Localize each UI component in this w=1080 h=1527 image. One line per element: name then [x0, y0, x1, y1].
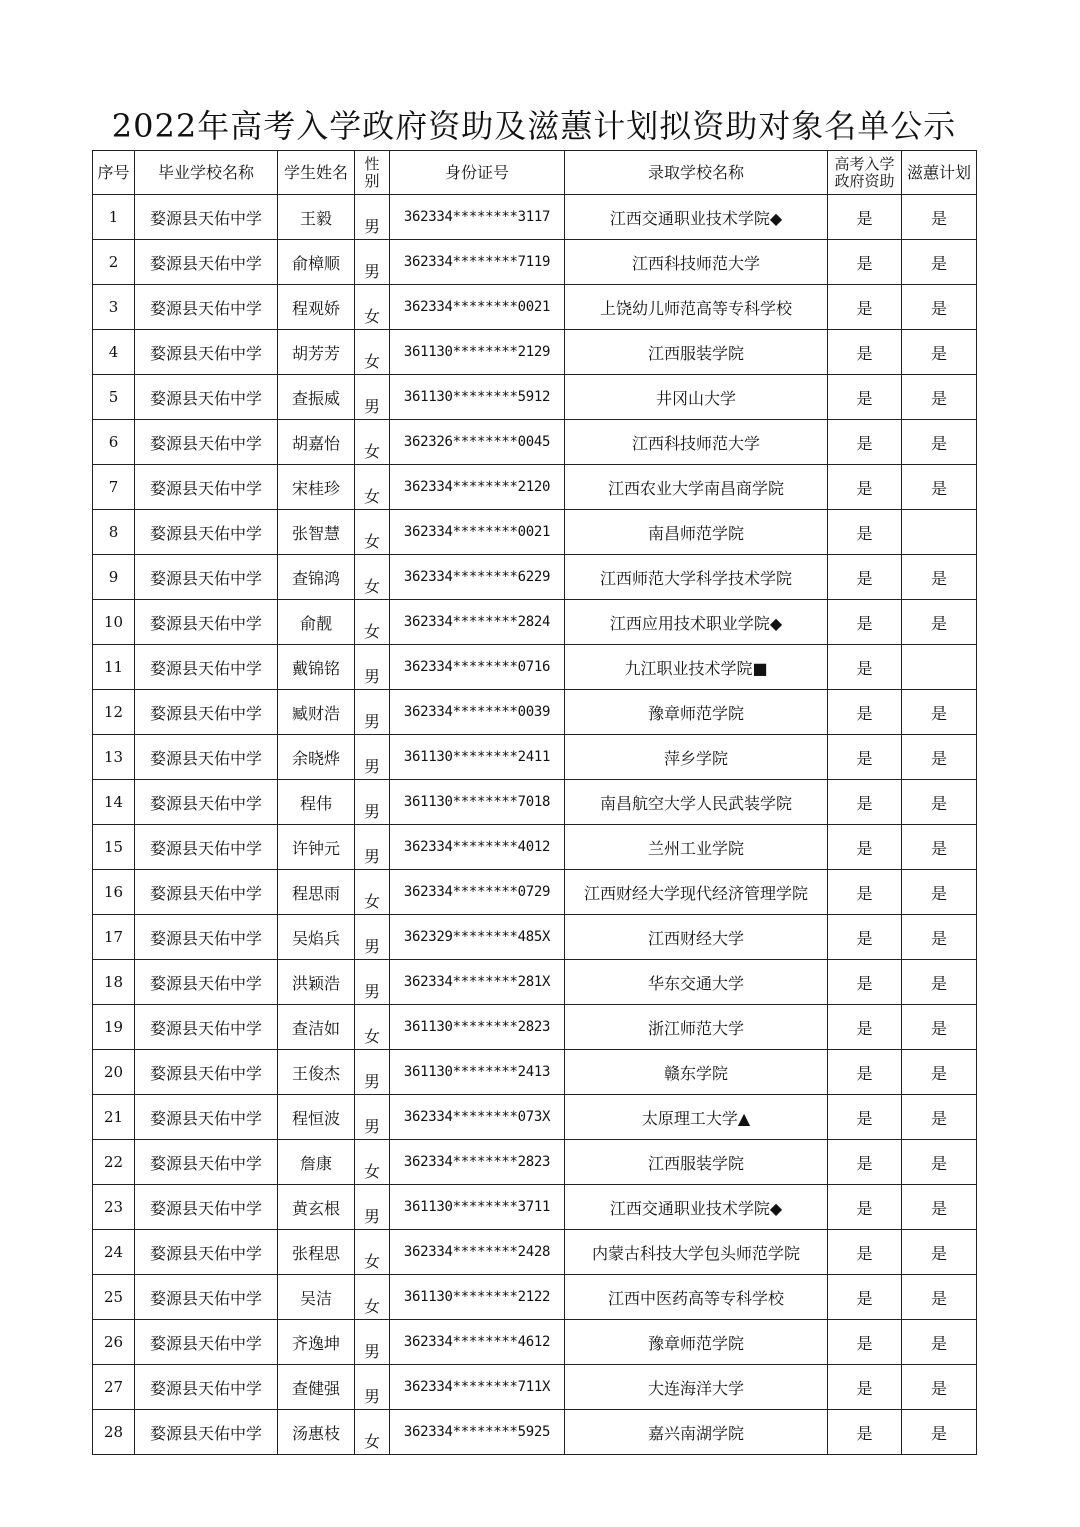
header-gender [355, 151, 390, 195]
cell-name: 查健强 [278, 1365, 355, 1410]
cell-gender: 男 [355, 1095, 390, 1140]
cell-school: 婺源县天佑中学 [135, 1095, 278, 1140]
table-row [93, 960, 977, 1005]
table-row [93, 195, 977, 240]
cell-zihui-plan: 是 [902, 465, 977, 510]
cell-seq: 26 [93, 1320, 135, 1365]
cell-id-number: 362334********0729 [390, 870, 565, 915]
cell-seq: 11 [93, 645, 135, 690]
cell-zihui-plan: 是 [902, 825, 977, 870]
cell-gov-aid: 是 [828, 1410, 902, 1455]
header-gov [828, 151, 902, 195]
cell-gender: 女 [355, 420, 390, 465]
cell-name: 齐逸坤 [278, 1320, 355, 1365]
cell-gender: 男 [355, 645, 390, 690]
cell-school: 婺源县天佑中学 [135, 375, 278, 420]
cell-gov-aid: 是 [828, 915, 902, 960]
cell-id-number: 361130********5912 [390, 375, 565, 420]
cell-school: 婺源县天佑中学 [135, 465, 278, 510]
cell-zihui-plan: 是 [902, 780, 977, 825]
cell-zihui-plan: 是 [902, 1275, 977, 1320]
table-row [93, 690, 977, 735]
cell-id-number: 361130********2129 [390, 330, 565, 375]
cell-gender: 男 [355, 915, 390, 960]
cell-zihui-plan: 是 [902, 1365, 977, 1410]
cell-gov-aid: 是 [828, 780, 902, 825]
table-row [93, 1005, 977, 1050]
table-row [93, 555, 977, 600]
cell-id-number: 362334********2823 [390, 1140, 565, 1185]
cell-id-number: 361130********2122 [390, 1275, 565, 1320]
cell-zihui-plan: 是 [902, 1410, 977, 1455]
cell-school: 婺源县天佑中学 [135, 915, 278, 960]
cell-id-number: 361130********2823 [390, 1005, 565, 1050]
header-id: 身份证号 [390, 151, 565, 195]
table-row [93, 1095, 977, 1140]
cell-id-number: 362334********0716 [390, 645, 565, 690]
cell-gov-aid: 是 [828, 285, 902, 330]
cell-admit-school: 江西科技师范大学 [565, 420, 828, 465]
cell-name: 洪颖浩 [278, 960, 355, 1005]
cell-id-number: 362334********281X [390, 960, 565, 1005]
cell-name: 王毅 [278, 195, 355, 240]
cell-school: 婺源县天佑中学 [135, 1365, 278, 1410]
cell-id-number: 362334********0021 [390, 285, 565, 330]
cell-admit-school: 南昌师范学院 [565, 510, 828, 555]
cell-name: 张智慧 [278, 510, 355, 555]
header-school: 毕业学校名称 [135, 151, 278, 195]
cell-gov-aid: 是 [828, 600, 902, 645]
cell-gender: 男 [355, 195, 390, 240]
cell-name: 许钟元 [278, 825, 355, 870]
cell-zihui-plan: 是 [902, 240, 977, 285]
cell-gender: 男 [355, 375, 390, 420]
cell-zihui-plan: 是 [902, 960, 977, 1005]
cell-gov-aid: 是 [828, 960, 902, 1005]
cell-gov-aid: 是 [828, 555, 902, 600]
cell-name: 吴洁 [278, 1275, 355, 1320]
header-admit: 录取学校名称 [565, 151, 828, 195]
table-row [93, 780, 977, 825]
cell-gov-aid: 是 [828, 420, 902, 465]
cell-admit-school: 豫章师范学院 [565, 1320, 828, 1365]
cell-zihui-plan: 是 [902, 420, 977, 465]
cell-zihui-plan [902, 510, 977, 555]
table-row [93, 1275, 977, 1320]
cell-seq: 8 [93, 510, 135, 555]
cell-admit-school: 豫章师范学院 [565, 690, 828, 735]
cell-admit-school: 江西交通职业技术学院◆ [565, 1185, 828, 1230]
cell-gov-aid: 是 [828, 1275, 902, 1320]
cell-zihui-plan: 是 [902, 600, 977, 645]
cell-name: 查洁如 [278, 1005, 355, 1050]
table-row [93, 600, 977, 645]
cell-admit-school: 江西交通职业技术学院◆ [565, 195, 828, 240]
table-row [93, 825, 977, 870]
cell-admit-school: 兰州工业学院 [565, 825, 828, 870]
cell-name: 程观娇 [278, 285, 355, 330]
cell-id-number: 362334********2824 [390, 600, 565, 645]
cell-school: 婺源县天佑中学 [135, 1320, 278, 1365]
cell-school: 婺源县天佑中学 [135, 870, 278, 915]
cell-gender: 女 [355, 600, 390, 645]
cell-name: 宋桂珍 [278, 465, 355, 510]
cell-seq: 13 [93, 735, 135, 780]
cell-id-number: 361130********7018 [390, 780, 565, 825]
cell-admit-school: 江西财经大学 [565, 915, 828, 960]
cell-zihui-plan: 是 [902, 870, 977, 915]
cell-seq: 2 [93, 240, 135, 285]
cell-admit-school: 江西服装学院 [565, 330, 828, 375]
cell-gender: 男 [355, 1320, 390, 1365]
table-row [93, 1230, 977, 1275]
cell-school: 婺源县天佑中学 [135, 780, 278, 825]
cell-gender: 女 [355, 510, 390, 555]
cell-id-number: 362334********073X [390, 1095, 565, 1140]
header-gov-line1: 高考入学 [834, 154, 895, 173]
table-row [93, 1320, 977, 1365]
cell-name: 汤惠枝 [278, 1410, 355, 1455]
cell-seq: 27 [93, 1365, 135, 1410]
cell-gov-aid: 是 [828, 870, 902, 915]
cell-school: 婺源县天佑中学 [135, 420, 278, 465]
cell-gov-aid: 是 [828, 1365, 902, 1410]
cell-id-number: 362334********7119 [390, 240, 565, 285]
table-body [93, 195, 977, 1455]
cell-id-number: 362334********6229 [390, 555, 565, 600]
table-row [93, 1050, 977, 1095]
cell-gender: 男 [355, 690, 390, 735]
cell-zihui-plan: 是 [902, 285, 977, 330]
cell-school: 婺源县天佑中学 [135, 1185, 278, 1230]
cell-seq: 4 [93, 330, 135, 375]
cell-school: 婺源县天佑中学 [135, 195, 278, 240]
cell-name: 胡芳芳 [278, 330, 355, 375]
cell-zihui-plan: 是 [902, 330, 977, 375]
cell-seq: 20 [93, 1050, 135, 1095]
cell-zihui-plan: 是 [902, 1140, 977, 1185]
cell-name: 程伟 [278, 780, 355, 825]
cell-seq: 21 [93, 1095, 135, 1140]
cell-gender: 女 [355, 555, 390, 600]
cell-name: 王俊杰 [278, 1050, 355, 1095]
cell-seq: 9 [93, 555, 135, 600]
cell-zihui-plan: 是 [902, 555, 977, 600]
cell-gov-aid: 是 [828, 1050, 902, 1095]
cell-gov-aid: 是 [828, 1140, 902, 1185]
cell-zihui-plan: 是 [902, 1005, 977, 1050]
cell-zihui-plan: 是 [902, 690, 977, 735]
cell-id-number: 362334********5925 [390, 1410, 565, 1455]
cell-id-number: 362334********2428 [390, 1230, 565, 1275]
cell-school: 婺源县天佑中学 [135, 960, 278, 1005]
cell-gov-aid: 是 [828, 690, 902, 735]
cell-seq: 18 [93, 960, 135, 1005]
table-row [93, 1140, 977, 1185]
cell-gov-aid: 是 [828, 825, 902, 870]
cell-school: 婺源县天佑中学 [135, 1230, 278, 1275]
cell-admit-school: 嘉兴南湖学院 [565, 1410, 828, 1455]
cell-seq: 25 [93, 1275, 135, 1320]
table-row [93, 330, 977, 375]
cell-gender: 男 [355, 1050, 390, 1095]
cell-zihui-plan: 是 [902, 1320, 977, 1365]
table-header-row [93, 151, 977, 195]
cell-name: 黄玄根 [278, 1185, 355, 1230]
cell-gender: 女 [355, 1410, 390, 1455]
cell-gender: 女 [355, 1005, 390, 1050]
cell-id-number: 361130********2411 [390, 735, 565, 780]
cell-id-number: 362334********0039 [390, 690, 565, 735]
cell-admit-school: 江西服装学院 [565, 1140, 828, 1185]
cell-admit-school: 江西财经大学现代经济管理学院 [565, 870, 828, 915]
table-row [93, 285, 977, 330]
cell-gov-aid: 是 [828, 1005, 902, 1050]
cell-admit-school: 上饶幼儿师范高等专科学校 [565, 285, 828, 330]
cell-id-number: 362334********2120 [390, 465, 565, 510]
cell-admit-school: 江西应用技术职业学院◆ [565, 600, 828, 645]
cell-school: 婺源县天佑中学 [135, 690, 278, 735]
cell-seq: 15 [93, 825, 135, 870]
cell-gender: 女 [355, 330, 390, 375]
cell-school: 婺源县天佑中学 [135, 240, 278, 285]
cell-school: 婺源县天佑中学 [135, 1140, 278, 1185]
cell-seq: 23 [93, 1185, 135, 1230]
cell-zihui-plan: 是 [902, 915, 977, 960]
table-row [93, 870, 977, 915]
cell-admit-school: 江西科技师范大学 [565, 240, 828, 285]
table-row [93, 420, 977, 465]
cell-school: 婺源县天佑中学 [135, 285, 278, 330]
cell-id-number: 362334********4612 [390, 1320, 565, 1365]
cell-gov-aid: 是 [828, 1185, 902, 1230]
cell-school: 婺源县天佑中学 [135, 645, 278, 690]
cell-gender: 男 [355, 240, 390, 285]
cell-seq: 6 [93, 420, 135, 465]
header-name: 学生姓名 [278, 151, 355, 195]
cell-gov-aid: 是 [828, 645, 902, 690]
cell-gov-aid: 是 [828, 1095, 902, 1140]
table-row [93, 1185, 977, 1230]
cell-name: 查锦鸿 [278, 555, 355, 600]
cell-seq: 24 [93, 1230, 135, 1275]
cell-id-number: 361130********3711 [390, 1185, 565, 1230]
cell-gov-aid: 是 [828, 240, 902, 285]
cell-name: 程思雨 [278, 870, 355, 915]
table-row [93, 465, 977, 510]
cell-gender: 男 [355, 960, 390, 1005]
cell-school: 婺源县天佑中学 [135, 1410, 278, 1455]
cell-zihui-plan [902, 645, 977, 690]
cell-gender: 男 [355, 825, 390, 870]
cell-id-number: 362334********711X [390, 1365, 565, 1410]
page-title: 2022年高考入学政府资助及滋蕙计划拟资助对象名单公示 [111, 107, 957, 145]
cell-gov-aid: 是 [828, 1320, 902, 1365]
cell-gov-aid: 是 [828, 735, 902, 780]
cell-name: 臧财浩 [278, 690, 355, 735]
cell-school: 婺源县天佑中学 [135, 600, 278, 645]
table-row [93, 915, 977, 960]
cell-seq: 12 [93, 690, 135, 735]
cell-zihui-plan: 是 [902, 735, 977, 780]
cell-school: 婺源县天佑中学 [135, 510, 278, 555]
cell-zihui-plan: 是 [902, 1095, 977, 1140]
cell-name: 程恒波 [278, 1095, 355, 1140]
recipient-table [92, 150, 977, 1455]
header-zihui: 滋蕙计划 [902, 151, 977, 195]
cell-gov-aid: 是 [828, 510, 902, 555]
cell-admit-school: 太原理工大学▲ [565, 1095, 828, 1140]
cell-name: 吴焰兵 [278, 915, 355, 960]
cell-gender: 男 [355, 1185, 390, 1230]
cell-school: 婺源县天佑中学 [135, 1050, 278, 1095]
cell-id-number: 362326********0045 [390, 420, 565, 465]
cell-name: 戴锦铭 [278, 645, 355, 690]
cell-admit-school: 华东交通大学 [565, 960, 828, 1005]
cell-admit-school: 江西农业大学南昌商学院 [565, 465, 828, 510]
cell-admit-school: 江西师范大学科学技术学院 [565, 555, 828, 600]
cell-id-number: 362334********3117 [390, 195, 565, 240]
cell-gov-aid: 是 [828, 1230, 902, 1275]
cell-zihui-plan: 是 [902, 375, 977, 420]
cell-gender: 男 [355, 735, 390, 780]
cell-seq: 19 [93, 1005, 135, 1050]
cell-seq: 22 [93, 1140, 135, 1185]
cell-school: 婺源县天佑中学 [135, 1275, 278, 1320]
header-gender-line2: 别 [364, 171, 380, 190]
cell-name: 詹康 [278, 1140, 355, 1185]
cell-id-number: 362334********0021 [390, 510, 565, 555]
cell-gov-aid: 是 [828, 330, 902, 375]
cell-school: 婺源县天佑中学 [135, 735, 278, 780]
cell-id-number: 361130********2413 [390, 1050, 565, 1095]
cell-name: 余晓烨 [278, 735, 355, 780]
cell-admit-school: 大连海洋大学 [565, 1365, 828, 1410]
cell-admit-school: 九江职业技术学院■ [565, 645, 828, 690]
table-row [93, 645, 977, 690]
cell-gender: 女 [355, 870, 390, 915]
cell-gov-aid: 是 [828, 465, 902, 510]
cell-seq: 5 [93, 375, 135, 420]
header-seq: 序号 [93, 151, 135, 195]
cell-admit-school: 江西中医药高等专科学校 [565, 1275, 828, 1320]
cell-name: 俞靓 [278, 600, 355, 645]
cell-seq: 14 [93, 780, 135, 825]
cell-id-number: 362329********485X [390, 915, 565, 960]
cell-name: 俞樟顺 [278, 240, 355, 285]
cell-name: 胡嘉怡 [278, 420, 355, 465]
header-gov-line2: 政府资助 [834, 171, 895, 190]
table-row [93, 240, 977, 285]
cell-seq: 17 [93, 915, 135, 960]
cell-gender: 女 [355, 1230, 390, 1275]
cell-admit-school: 浙江师范大学 [565, 1005, 828, 1050]
cell-id-number: 362334********4012 [390, 825, 565, 870]
cell-seq: 3 [93, 285, 135, 330]
cell-gender: 女 [355, 465, 390, 510]
cell-seq: 10 [93, 600, 135, 645]
cell-gender: 女 [355, 285, 390, 330]
cell-admit-school: 萍乡学院 [565, 735, 828, 780]
cell-name: 查振威 [278, 375, 355, 420]
cell-school: 婺源县天佑中学 [135, 1005, 278, 1050]
cell-seq: 16 [93, 870, 135, 915]
cell-admit-school: 井冈山大学 [565, 375, 828, 420]
cell-zihui-plan: 是 [902, 1050, 977, 1095]
cell-zihui-plan: 是 [902, 1185, 977, 1230]
table-row [93, 1410, 977, 1455]
cell-admit-school: 南昌航空大学人民武装学院 [565, 780, 828, 825]
cell-gender: 男 [355, 780, 390, 825]
cell-admit-school: 赣东学院 [565, 1050, 828, 1095]
cell-school: 婺源县天佑中学 [135, 555, 278, 600]
table-row [93, 510, 977, 555]
cell-gender: 女 [355, 1275, 390, 1320]
cell-gov-aid: 是 [828, 375, 902, 420]
cell-gender: 女 [355, 1140, 390, 1185]
table-row [93, 1365, 977, 1410]
table-row [93, 735, 977, 780]
header-gender-line1: 性 [364, 154, 380, 173]
cell-name: 张程思 [278, 1230, 355, 1275]
cell-seq: 1 [93, 195, 135, 240]
cell-gov-aid: 是 [828, 195, 902, 240]
cell-seq: 7 [93, 465, 135, 510]
cell-admit-school: 内蒙古科技大学包头师范学院 [565, 1230, 828, 1275]
cell-gender: 男 [355, 1365, 390, 1410]
cell-zihui-plan: 是 [902, 195, 977, 240]
table-row [93, 375, 977, 420]
cell-seq: 28 [93, 1410, 135, 1455]
cell-school: 婺源县天佑中学 [135, 330, 278, 375]
cell-zihui-plan: 是 [902, 1230, 977, 1275]
cell-school: 婺源县天佑中学 [135, 825, 278, 870]
